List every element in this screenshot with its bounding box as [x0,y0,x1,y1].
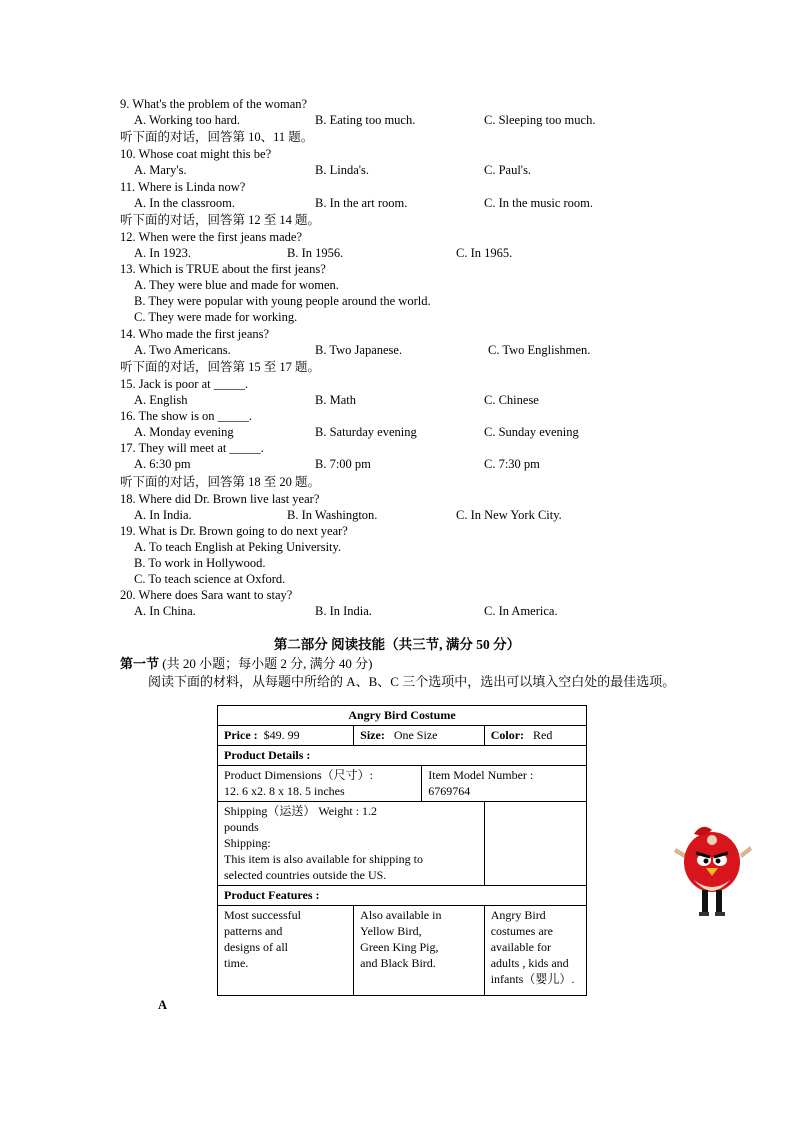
question-text: 9. What's the problem of the woman? [120,97,308,111]
part-2-title: 第二部分 阅读技能（共三节, 满分 50 分） [273,637,521,652]
feature-3-line: adults , kids and [490,956,569,970]
option-b: B. Two Japanese. [315,343,403,357]
option-c: C. In the music room. [484,196,594,210]
feature-1 [218,906,354,996]
dimensions-row [218,766,587,802]
option-a: A. In the classroom. [134,196,236,210]
feature-3 [484,906,586,996]
size-label: Size: [360,728,385,742]
color-cell [484,726,586,746]
question-text: 13. Which is TRUE about the first jeans? [120,262,326,276]
empty-cell [484,802,586,886]
option-c: C. Sleeping too much. [484,113,596,127]
option-b: B. They were popular with young people around the world. [134,294,431,308]
size-cell [354,726,485,746]
shipping-note-2: selected countries outside the US. [224,868,387,882]
price-label: Price : [224,728,258,742]
feature-2 [354,906,485,996]
question-text: 20. Where does Sara want to stay? [120,588,293,602]
option-b: B. Eating too much. [315,113,416,127]
option-c: C. In America. [484,604,558,618]
right-pupil [716,859,721,864]
option-a: A. Working too hard. [134,113,241,127]
option-a: A. Mary's. [134,163,187,177]
option-c: C. Two Englishmen. [488,343,591,357]
question-text: 12. When were the first jeans made? [120,230,302,244]
shipping-weight: Shipping（运送） Weight : 1.2 [224,804,378,818]
left-pupil [704,859,709,864]
option-b: B. Saturday evening [315,425,417,439]
feature-3-line: Angry Bird [490,908,546,922]
model-value: 6769764 [428,784,471,798]
question-text: 17. They will meet at _____. [120,441,264,455]
product-title: Angry Bird Costume [218,706,587,726]
price-row [218,726,587,746]
angry-bird-costume-image [672,820,754,918]
model-label: Item Model Number : [428,768,534,782]
feature-2-line: Yellow Bird, [360,924,422,938]
option-c: C. They were made for working. [134,310,298,324]
option-a: A. In 1923. [134,246,191,260]
option-b: B. 7:00 pm [315,457,371,471]
shipping-weight-unit: pounds [224,820,259,834]
instruction-text: 听下面的对话，回答第 15 至 17 题。 [120,360,321,374]
left-shoe [699,912,709,916]
option-b: B. In the art room. [315,196,408,210]
option-a: A. To teach English at Peking University. [134,540,342,554]
dimensions-cell [218,766,422,802]
shipping-label: Shipping: [224,836,271,850]
option-c: C. Paul's. [484,163,532,177]
product-table [217,705,587,996]
face [707,835,717,845]
option-a: A. Monday evening [134,425,234,439]
features-label: Product Features : [218,886,587,906]
shipping-cell [218,802,485,886]
option-b: B. In Washington. [287,508,378,522]
reading-instructions: 阅读下面的材料，从每题中所给的 A、B、C 三个选项中，选出可以填入空白处的最佳选项。 [148,674,676,689]
option-a: A. In China. [134,604,196,618]
option-a: A. In India. [134,508,192,522]
right-arm [740,846,752,858]
dimensions-value: 12. 6 x2. 8 x 18. 5 inches [224,784,345,798]
option-a: A. English [134,393,188,407]
option-c: C. In 1965. [456,246,513,260]
color-value: Red [533,728,553,742]
feature-1-line: Most successful [224,908,301,922]
section-1-scoring: (共 20 小题；每小题 2 分, 满分 40 分) [162,656,373,671]
option-b: B. Linda's. [315,163,369,177]
shipping-note-1: This item is also available for shipping to [224,852,423,866]
instruction-text: 听下面的对话，回答第 12 至 14 题。 [120,213,321,227]
feature-2-line: Green King Pig, [360,940,439,954]
passage-label-a: A [158,998,168,1012]
color-label: Color: [490,728,525,742]
features-row [218,906,587,996]
question-text: 11. Where is Linda now? [120,180,246,194]
question-text: 16. The show is on _____. [120,409,253,423]
dimensions-label: Product Dimensions（尺寸）: [224,768,373,782]
details-label: Product Details : [218,746,587,766]
feature-2-line: and Black Bird. [360,956,436,970]
section-1-label: 第一节 [120,656,160,671]
option-c: C. 7:30 pm [484,457,540,471]
question-text: 15. Jack is poor at _____. [120,377,249,391]
question-text: 19. What is Dr. Brown going to do next year? [120,524,348,538]
shipping-row [218,802,587,886]
question-text: 18. Where did Dr. Brown live last year? [120,492,320,506]
option-a: A. Two Americans. [134,343,231,357]
feature-1-line: patterns and [224,924,283,938]
right-leg [716,890,722,914]
option-b: B. In 1956. [287,246,344,260]
feature-3-line: available for [490,940,551,954]
price-cell [218,726,354,746]
option-c: C. In New York City. [456,508,562,522]
right-shoe [715,912,725,916]
question-text: 14. Who made the first jeans? [120,327,270,341]
feature-1-line: time. [224,956,249,970]
feature-1-line: designs of all [224,940,288,954]
left-arm [674,848,686,858]
option-b: B. To work in Hollywood. [134,556,266,570]
option-c: C. Sunday evening [484,425,579,439]
option-c: C. Chinese [484,393,539,407]
option-c: C. To teach science at Oxford. [134,572,286,586]
option-b: B. In India. [315,604,372,618]
feature-3-line: costumes are [490,924,553,938]
option-a: A. They were blue and made for women. [134,278,339,292]
option-b: B. Math [315,393,356,407]
option-a: A. 6:30 pm [134,457,191,471]
model-cell [422,766,587,802]
size-value: One Size [393,728,438,742]
instruction-text: 听下面的对话，回答第 18 至 20 题。 [120,475,321,489]
left-leg [702,890,708,914]
price-value: $49. 99 [263,728,300,742]
feature-2-line: Also available in [360,908,442,922]
question-text: 10. Whose coat might this be? [120,147,272,161]
section-1-header [120,655,372,673]
feature-3-line: infants（婴儿）. [490,972,575,986]
instruction-text: 听下面的对话，回答第 10、11 题。 [120,130,314,144]
